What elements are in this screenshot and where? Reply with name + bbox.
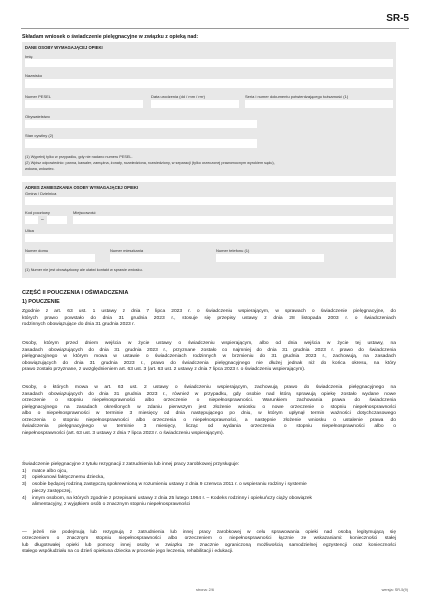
- last-name-label: Nazwisko: [25, 73, 43, 78]
- conditions-line: lub długotrwałej opieki lub pomocy innej osoby w związku ze znacznie ograniczoną możliwością samodzielnej egzystencji oraz konieczności: [22, 542, 396, 548]
- paragraph-2-line: zasadach obowiązujących do dnia 31 grudnia 2023 r., przyznane zostało co najmniej do dnia 31 grudnia 2023 r. prawo do świadczenia: [22, 347, 396, 353]
- document-field[interactable]: [245, 100, 393, 108]
- eligibility-conditions: [22, 530, 396, 555]
- citizenship-label: Obywatelstwo: [25, 114, 50, 119]
- eligibility-list-heading: Świadczenie pielęgnacyjne z tytułu rezygnacji z zatrudnienia lub innej pracy zarobkowej przysługuje:: [22, 462, 240, 467]
- paragraph-2-line: pielęgnacyjnego w którym mowa w ustawie o świadczeniach rodzinnych w brzmieniu do 31 grudnia 2023 r., zachowują, na zasadach: [22, 354, 396, 359]
- list-item: [22, 482, 396, 489]
- citizenship-field[interactable]: [25, 120, 257, 128]
- city-field[interactable]: [73, 216, 393, 224]
- paragraph-3-line: niepełnosprawności (art. 63 ust. 3 ustawy z dnia 7 lipca 2023 r. o świadczeniu wspierającym).: [22, 430, 224, 436]
- list-item-number: 1): [22, 468, 27, 474]
- pesel-label: Numer PESEL: [25, 94, 52, 99]
- house-number-label: Numer domu: [25, 248, 49, 253]
- postal-code-part2-field[interactable]: [47, 216, 67, 224]
- conditions-line: stałego współudziału na co dzień opiekuna dziecka w procesie jego leczenia, rehabilitacji i edukacji.: [22, 548, 234, 554]
- paragraph-3-line: albo o niepełnosprawności w terminie 3 miesięcy od dnia następującego po dniu, w którym upłynął termin ważności dotychczasowego: [22, 411, 396, 416]
- postal-code-label: Kod pocztowy: [25, 210, 50, 215]
- address-panel: [22, 182, 396, 278]
- postal-code-part1-field[interactable]: [25, 216, 38, 224]
- list-item-text: matce albo ojcu,: [32, 468, 68, 474]
- instruction-subtitle: 1) POUCZENIE: [22, 299, 60, 305]
- postal-code-separator: –: [41, 217, 44, 223]
- top-rule: [21, 28, 409, 29]
- house-number-field[interactable]: [25, 254, 95, 262]
- city-label: Miejscowość: [73, 210, 96, 215]
- conditions-line: — jeżeli nie podejmują lub rezygnują z zatrudnienia lub innej pracy zarobkowej w celu sprawowania opieki nad osobą legitymującą się: [22, 530, 396, 535]
- first-name-field[interactable]: [25, 59, 393, 67]
- paragraph-3-line: orzeczenie o stopniu niepełnosprawności albo orzeczenie o niepełnosprawności. Warunkiem zachowania prawa do świadczenia: [22, 398, 396, 403]
- person-note-2-cont: wdowa, wdowiec.: [25, 167, 55, 171]
- paragraph-2-line: prawo zostało przyznane, z uwzględnieniem art. 63 ust. 3 (art. 63 ust. 2 ustawy z dnia 7 lipca 2023 r. o świadczeniu wspierającym).: [22, 367, 306, 372]
- list-item-number: 4): [22, 495, 27, 501]
- form-id: SR-5: [386, 13, 409, 24]
- last-name-field[interactable]: [25, 79, 393, 88]
- street-label: Ulica: [25, 228, 34, 233]
- list-item-number: 3): [22, 482, 27, 488]
- address-title: ADRES ZAMIESZKANIA OSOBY WYMAGAJĄCEJ OPIEKI: [25, 185, 139, 190]
- paragraph-2-line: Osoby, którym przed dniem wejścia w życie ustawy o świadczeniu wspierającym, albo od dnia wejścia w życie tej ustawy, na: [22, 341, 396, 346]
- person-data-panel: [22, 42, 396, 176]
- marital-status-label: Stan cywilny (2): [25, 133, 54, 138]
- address-note: (1) Numer nie jest obowiązkowy ale ułatwi kontakt w sprawie wniosku.: [25, 268, 143, 272]
- paragraph-3-line: orzeczenia o stopniu niepełnosprawności albo orzeczenia o niepełnosprawności, a następnie złożenie wniosku o ustalenie prawa do: [22, 417, 396, 423]
- phone-field[interactable]: [216, 254, 324, 262]
- paragraph-1-line: których prawo powstało do dnia 31 grudnia 2023 r., stosuje się przepisy ustawy z dnia 28 listopada 2003 r. o świadczeniach: [22, 315, 396, 321]
- paragraph-3: [22, 385, 396, 437]
- phone-label: Numer telefonu (1): [216, 248, 250, 253]
- paragraph-1-line: Zgodnie z art. 63 ust. 1 ustawy z dnia 7 lipca 2023 r. o świadczeniu wspierającym, w sprawach o świadczenie pielęgnacyjne, do: [22, 309, 396, 314]
- part2-title: CZĘŚĆ II POUCZENIA I OŚWIADCZENIA: [22, 290, 129, 296]
- list-item-continuation: [22, 489, 396, 496]
- list-item-text: alimentacyjny, z wyjątkiem osób o znacznym stopniu niepełnosprawności: [32, 502, 191, 508]
- document-label: Seria i numer dokumentu potwierdzającego tożsamość (1): [245, 94, 349, 99]
- list-item-text: osobie będącej rodziną zastępczą spokrewnioną w rozumieniu ustawy z dnia 9 czerwca 2011 r. o wspieraniu rodziny i systemie: [32, 482, 307, 488]
- flat-number-field[interactable]: [110, 254, 180, 262]
- birth-date-label: Data urodzenia (dd / mm / rrrr): [151, 94, 206, 99]
- eligibility-list: [22, 462, 396, 509]
- paragraph-3-line: zasadach obowiązujących do dnia 31 grudnia 2023 r., również w przypadku, gdy osobie nad którą sprawują opiekę zostało wydane nowe: [22, 391, 396, 397]
- paragraph-3-line: pielęgnacyjnego na zasadach określonych w zdaniu pierwszym jest złożenie wniosku o nowe orzeczenie o stopniu niepełnosprawności: [22, 404, 396, 410]
- commune-label: Gmina / Dzielnica: [25, 191, 57, 196]
- marital-status-field[interactable]: [25, 139, 257, 148]
- form-version: wersja: SR-5(9): [381, 588, 408, 592]
- conditions-line: orzeczeniem o znacznym stopniu niepełnosprawności albo orzeczeniem o niepełnosprawności łącznie ze wskazaniami: konieczności stałej: [22, 536, 396, 542]
- person-data-title: DANE OSOBY WYMAGAJĄCEJ OPIEKI: [25, 45, 103, 50]
- intro-text: Składam wniosek o świadczenie pielęgnacyjne w związku z opieką nad:: [22, 34, 199, 40]
- flat-number-label: Numer mieszkania: [110, 248, 144, 253]
- commune-field[interactable]: [25, 197, 393, 205]
- paragraph-1: [22, 309, 396, 329]
- street-field[interactable]: [25, 234, 393, 242]
- birth-date-field[interactable]: [151, 100, 239, 108]
- list-item-number: 2): [22, 475, 27, 481]
- list-item-text: opiekunowi faktycznemu dziecka,: [32, 475, 105, 481]
- person-note-1: (1) Wypełnij tylko w przypadku, gdy nie nadano numeru PESEL.: [25, 155, 133, 159]
- paragraph-2-line: obowiązujących do dnia 31 grudnia 2023 r., prawo do świadczenia pielęgnacyjnego nie dłużej jednak niż do końca okresu, na który: [22, 360, 396, 366]
- list-item-text: pieczy zastępczej,: [32, 488, 72, 494]
- list-item-text: innym osobom, na których zgodnie z przepisami ustawy z dnia 25 lutego 1964 r. – Kodeks rodzinny i opiekuńczy ciąży obowiązek: [32, 495, 313, 501]
- paragraph-3-line: świadczenia pielęgnacyjnego w terminie 3 miesięcy, licząc od wydania orzeczenia o stopniu niepełnosprawności albo o: [22, 424, 396, 429]
- paragraph-2: [22, 341, 396, 374]
- page-number: strona: 2/6: [196, 588, 214, 592]
- paragraph-3-line: Osoby, o których mowa w art. 63 ust. 2 ustawy o świadczeniu wspierającym, zachowują prawo do świadczenia pielęgnacyjnego na: [22, 385, 396, 390]
- list-item-continuation: [22, 502, 396, 509]
- pesel-field[interactable]: [25, 100, 143, 108]
- person-note-2: (2) Wpisz odpowiednio: panna, kawaler, zamężna, żonaty, rozwiedziona, rozwiedziony, w separacji (tylko orzeczonej prawomocnym wyrokiem sądu),: [25, 161, 275, 165]
- first-name-label: Imię: [25, 54, 33, 59]
- paragraph-1-line: rodzinnych obowiązujące do dnia 31 grudnia 2023 r.: [22, 322, 135, 327]
